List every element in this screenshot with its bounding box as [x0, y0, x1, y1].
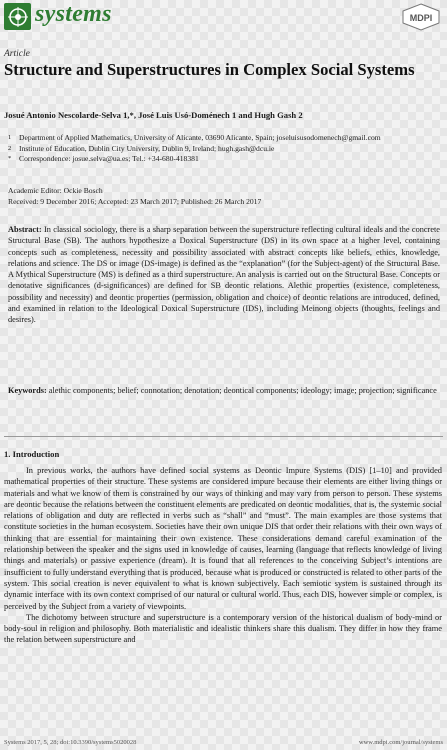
- correspondence: * Correspondence: josue.selva@ua.es; Tel.: +34-680-418381: [8, 154, 199, 164]
- academic-editor: Academic Editor: Ockie Bosch: [8, 186, 103, 195]
- abstract: [8, 224, 440, 326]
- journal-header: [4, 3, 443, 33]
- author-list: Josué Antonio Nescolarde-Selva 1,*, José Luis Usó-Doménech 1 and Hugh Gash 2: [4, 110, 303, 120]
- paragraph: The dichotomy between structure and superstructure is a contemporary version of the historical dualism of body-mind or body-soul in religion and philosophy. Both materialistic and idealistic thinkers share this dualism. They differ in how they frame the relation between superstructure and: [4, 612, 442, 645]
- mdpi-logo-icon: [401, 3, 441, 31]
- editor-and-dates: [8, 186, 261, 207]
- abstract-label: Abstract:: [8, 225, 42, 234]
- page-footer: [4, 739, 443, 750]
- article-type: Article: [4, 49, 30, 59]
- keywords-text: alethic components; belief; connotation; denotation; deontical components; ideology; image; projection; significance: [48, 386, 437, 395]
- affiliation-item: 1 Department of Applied Mathematics, University of Alicante, 03690 Alicante, Spain; joseluisusodomenech@gmail.com: [8, 133, 381, 142]
- keywords: [8, 385, 440, 396]
- affiliations: [8, 133, 428, 165]
- citation-line: Systems 2017, 5, 28; doi:10.3390/systems5020028: [4, 739, 137, 746]
- section-heading-introduction: 1. Introduction: [4, 449, 60, 459]
- publication-dates: Received: 9 December 2016; Accepted: 23 March 2017; Published: 26 March 2017: [8, 196, 262, 206]
- abstract-text: In classical sociology, there is a sharp separation between the superstructure reflecting cultural ideals and the concrete Structural Base (SB). The authors hypothesize a Doxical Superstructure (DS) in its own space at a higher level, containing concepts such as completeness, necessity and possibility associated with abstract concepts like beliefs, ethics, knowledge, relations and science. The DS or image (DS-image) is defined as the “explanation” (for the Subject-agent) of the Structural Base. A Mythical Superstructure (MS) is defined as a third superstructure. An analysis is carried out on the Structural Base. Concepts or denotative significances (d-significances) are defined for SB deontic relations. Alethic properties (existence, completeness, possibility and necessity) and deontic properties (permission, obligation and choice) of deontic relations are introduced, defined, and examined in relation to the Ideological Doxical Superstructure (IDS), including Meinong objects (thoughts, feelings and desires).: [8, 225, 440, 325]
- paragraph: In previous works, the authors have defined social systems as Deontic Impure Systems (DIS) [1–10] and provided mathematical properties of their structure. These systems are considered impure because their elements are either living things or materials and what we know of them is constrained by our ways of thinking and may vary from person to person. These systems are deontic because the relations between the constituent elements are predicated on deontic modalities, that is, the systemic social relations of obligation and duty are reflected in verbs such as “shall” and “must”. The main examples are those systems that constitute societies in the human ecosystem. Societies have their own unique DIS that order their relations with their own ways of thinking that are essential for maintaining their own existence. These considerations demand careful examination of the relationship between the speaker and the signs used in knowledge of causes, learning (language that reflects knowledge of living things and materials) or passive experience (dream). It is found that all references to the conceiving Subject’s intentions are insufficient to fully understand everything that is produced, because what is produced or constructed is related to other parts of the system. This social creation is never equivalent to what is known subjectively. Each semiotic system is sustained through its dynamic interface with its own context comprised of our natural or cultural world. Thus, each DIS, however simple or complex, is perceived by the Subject from a variety of viewpoints.: [4, 466, 442, 611]
- journal-logo-icon: [4, 3, 31, 30]
- keywords-label: Keywords:: [8, 386, 47, 395]
- introduction-body: [4, 465, 442, 646]
- affiliation-item: 2 Institute of Education, Dublin City University, Dublin 9, Ireland; hugh.gash@dcu.ie: [8, 143, 275, 153]
- divider: [4, 436, 443, 437]
- journal-url[interactable]: www.mdpi.com/journal/systems: [358, 739, 443, 746]
- journal-name: systems: [35, 1, 112, 27]
- paper-title: Structure and Superstructures in Complex Social Systems: [4, 60, 415, 79]
- publisher-name: MDPI: [409, 13, 433, 23]
